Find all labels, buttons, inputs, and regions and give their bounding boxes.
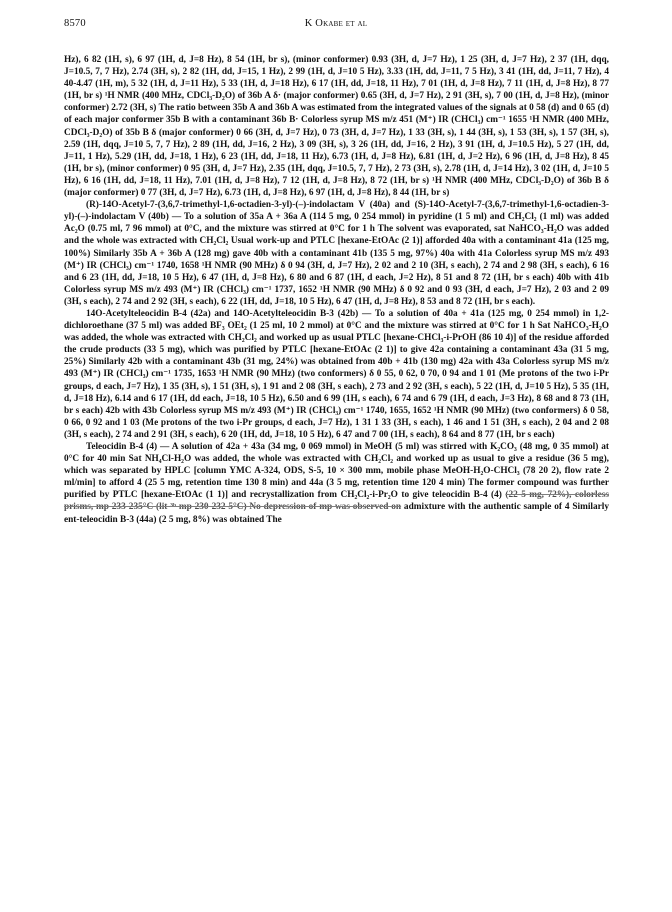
paragraph-acetylteleocidin (64, 308, 609, 441)
paragraph-teleocidin-b4 (64, 441, 609, 526)
section-heading: (R)-14O-Acetyl-7-(3,6,7-trimethyl-1,6-octadien-3-yl)-(–)-indolactam V (40a) and (S)-14O-Acetyl-7-(3,6,7-trimethyl-1,6-octadien-3-yl)-(–)-indolactam V (40b) (64, 200, 609, 223)
page-number: 8570 (64, 18, 86, 29)
paragraph-text: — To a solution of 40a + 41a (125 mg, 0 254 mmol) in 1,2-dichloroethane (37 5 ml) was added BF₃ OEt₂ (1 25 ml, 10 2 mmol) at 0°C and the mixture was stirred at 0°C for 1 h Sat NaHCO₃-H₂O was added, the whole was extracted with CH₂Cl₂ and worked up as usual PTLC [hexane-CHCl₃-i-PrOH (86 10 4)] of the residue afforded the crude products (33 5 mg), which was purified by PTLC [hexane-EtOAc (2 1)] to give 42a containing a contaminant 43a (31 5 mg, 25%) Similarly 42b with a contaminant 43b (31 mg, 24%) was obtained from 40b + 41b (130 mg) 42a with 43a Colorless syrup MS m/z 493 (M⁺) IR (CHCl₃) cm⁻¹ 1735, 1653 ¹H NMR (90 MHz) (two conformers) δ 0 55, 0 62, 0 70, 0 94 and 1 01 (Me protons of the two i-Pr groups, d each, J=7 Hz), 1 35 (3H, s), 1 51 (3H, s), 1 91 and 2 08 (3H, s each), 2 73 and 2 92 (3H, s each), 5 22 (1H, d, J=10 5 Hz), 5 35 (1H, d, J=18 Hz), 6.14 and 6 17 (1H, dd each, J=18, 10 5 Hz), 6.50 and 6 99 (1H, s each), 6 74 and 6 79 (1H, d each, J=3 Hz), 8 68 and 8 73 (1H, br s each) 42b with 43b Colorless syrup MS m/z 493 (M⁺) IR (CHCl₃) cm⁻¹ 1740, 1655, 1652 ¹H NMR (90 MHz) (two conformers) δ 0 58, 0 66, 0 92 and 1 03 (Me protons of the two i-Pr groups, d each, J=7 Hz), 1 31 1 33 (3H, s each), 1 46 and 1 51 (3H, s each), 2 04 and 2 08 (3H, s each), 2 74 and 2 91 (3H, s each), 6 20 (1H, dd, J=18, 10 5 Hz), 6 47 and 7 00 (1H, s each), 8 64 and 8 77 (1H, br s each) (64, 308, 609, 440)
paragraph-text: — To a solution of 35a A + 36a A (114 5 mg, 0 254 mmol) in pyridine (1 5 ml) and CH₂Cl₂ (1 ml) was added Ac₂O (0.75 ml, 7 96 mmol) at 0°C, and the mixture was stirred at 0°C for 1 h The solvent was evaporated, sat NaHCO₃-H₂O was added and the whole was extracted with CH₂Cl₂ Usual work-up and PTLC [hexane-EtOAc (2 1)] afforded 40a with a contaminant 41a (125 mg, 100%) Similarly 35b A + 36b A (128 mg) gave 40b with a contaminant 41b (135 5 mg, 97%) 40a with 41a Colorless syrup MS m/z 493 (M⁺) IR (CHCl₃) cm⁻¹ 1740, 1658 ¹H NMR (90 MHz) δ 0 94 (3H, d, J=7 Hz), 2 02 and 2 10 (3H, s each), 2 74 and 2 98 (3H, s each), 6 16 and 6 23 (1H, dd, J=18, 10 5 Hz), 6 47 (1H, d, J=8 Hz), 6 80 and 6 87 (1H, d each, J=2 Hz), 8 51 and 8 72 (1H, br s each) 40b with 41b Colorless syrup MS m/z 493 (M⁺) IR (CHCl₃) cm⁻¹ 1737, 1652 ¹H NMR (90 MHz) δ 0 92 and 0 93 (3H, d each, J=7 Hz), 2 03 and 2 09 (3H, s each), 2 74 and 2 92 (3H, s each), 6 22 (1H, dd, J=18, 10 5 Hz), 6 47 (1H, d, J=8 Hz), 8 53 and 8 72 (1H, br s each). (64, 212, 609, 307)
paragraph-tail: admixture with the authentic sample of 4 Similarly ent-teleocidin B-3 (44a) (2 5 mg, 8%) was obtained The (64, 502, 609, 525)
paragraph-text: — A solution of 42a + 43a (34 mg, 0 069 mmol) in MeOH (5 ml) was stirred with K₂CO₃ (48 mg, 0 35 mmol) at 0°C for 40 min Sat NH₄Cl-H₂O was added, the whole was extracted with CH₂Cl₂ and worked up as usual to give a residue (36 5 mg), which was separated by HPLC [column YMC A-324, ODS, S-5, 10 × 300 mm, mobile phase MeOH-H₂O-CHCl₃ (78 20 2), flow rate 2 ml/min] to afford 4 (25 5 mg, retention time 130 8 min) and 44a (3 5 mg, retention time 120 4 min) The former compound was further purified by PTLC [hexane-EtOAc (1 1)] and recrystallization from CH₂Cl₂-i-Pr₂O to give teleocidin B-4 (4) (64, 442, 610, 501)
section-heading: Teleocidin B-4 (4) (86, 442, 158, 452)
body-text (64, 54, 609, 526)
paragraph-text: Hz), 6 82 (1H, s), 6 97 (1H, d, J=8 Hz), 8 54 (1H, br s), (minor conformer) 0.93 (3H, d, J=7 Hz), 1 25 (3H, d, J=7 Hz), 2 37 (1H, dqq, J=10.5, 7, 7 Hz), 2.74 (3H, s), 2 82 (1H, dd, J=15, 1 Hz), 2 99 (1H, d, J=10 5 Hz), 3.33 (1H, dd, J=11, 7 5 Hz), 3 41 (1H, dd, J=11, 7 Hz), 4 40-4.47 (1H, m), 5 32 (1H, d, J=11 Hz), 5 33 (1H, d, J=18 Hz), 6 17 (1H, dd, J=18, 11 Hz), 7 01 (1H, d, J=8 Hz), 7 11 (1H, d, J=8 Hz), 8 77 (1H, br s) ¹H NMR (400 MHz, CDCl₃-D₂O) of 36b A δ· (major conformer) 0.65 (3H, d, J=7 Hz), 2 91 (3H, s), 7 00 (1H, d, J=8 Hz), (minor conformer) 2.72 (3H, s) The ratio between 35b A and 36b A was estimated from the integrated values of the signals at 0 58 (d) and 0 65 (d) of each major conformer 35b B with a contaminant 36b B· Colorless syrup MS m/z 451 (M⁺) IR (CHCl₃) cm⁻¹ 1655 ¹H NMR (400 MHz, CDCl₃-D₂O) of 35b B δ (major conformer) 0 66 (3H, d, J=7 Hz), 0 73 (3H, d, J=7 Hz), 1 33 (3H, s), 1 44 (3H, s), 1 53 (3H, s), 1 57 (3H, s), 2.59 (1H, dqq, J=10 5, 7, 7 Hz), 2 89 (1H, dd, J=16, 2 Hz), 3 09 (3H, s), 3 26 (1H, dd, J=16, 2 Hz), 3 91 (1H, d, J=10.5 Hz), 5 27 (1H, dd, J=11, 1 Hz), 5.29 (1H, dd, J=18, 1 Hz), 6 23 (1H, dd, J=18, 11 Hz), 6.73 (1H, d, J=8 Hz), 6.81 (1H, d, J=2 Hz), 6 96 (1H, d, J=8 Hz), 8 45 (1H, br s), (minor conformer) 0 95 (3H, d, J=7 Hz), 2.35 (1H, dqq, J=10.5, 7, 7 Hz), 2 73 (3H, s), 2.78 (1H, d, J=14 Hz), 3 02 (1H, d, J=10 5 Hz), 6 16 (1H, dd, J=18, 11 Hz), 7.01 (1H, d, J=8 Hz), 7 12 (1H, d, J=8 Hz), 8 72 (1H, br s) ¹H NMR (400 MHz, CDCl₃-D₂O) of 36b B δ (major conformer) 0 77 (3H, d, J=7 Hz), 6.73 (1H, d, J=8 Hz), 6 97 (1H, d, J=8 Hz), 8 44 (1H, br s) (64, 55, 609, 199)
section-heading: 14O-Acetylteleocidin B-4 (42a) and 14O-Acetylteleocidin B-3 (42b) (86, 308, 359, 319)
paragraph-acetyl-indolactam (64, 199, 609, 308)
paragraph-nmr-data (64, 54, 609, 199)
running-header-author: K Okabe et al (304, 18, 368, 29)
struck-line: (22 5 mg, 72%), colorless prisms, mp 233-235°C (lit ³ᵇ mp 230-232 5°C) No depression of mp was observed on (64, 490, 609, 513)
